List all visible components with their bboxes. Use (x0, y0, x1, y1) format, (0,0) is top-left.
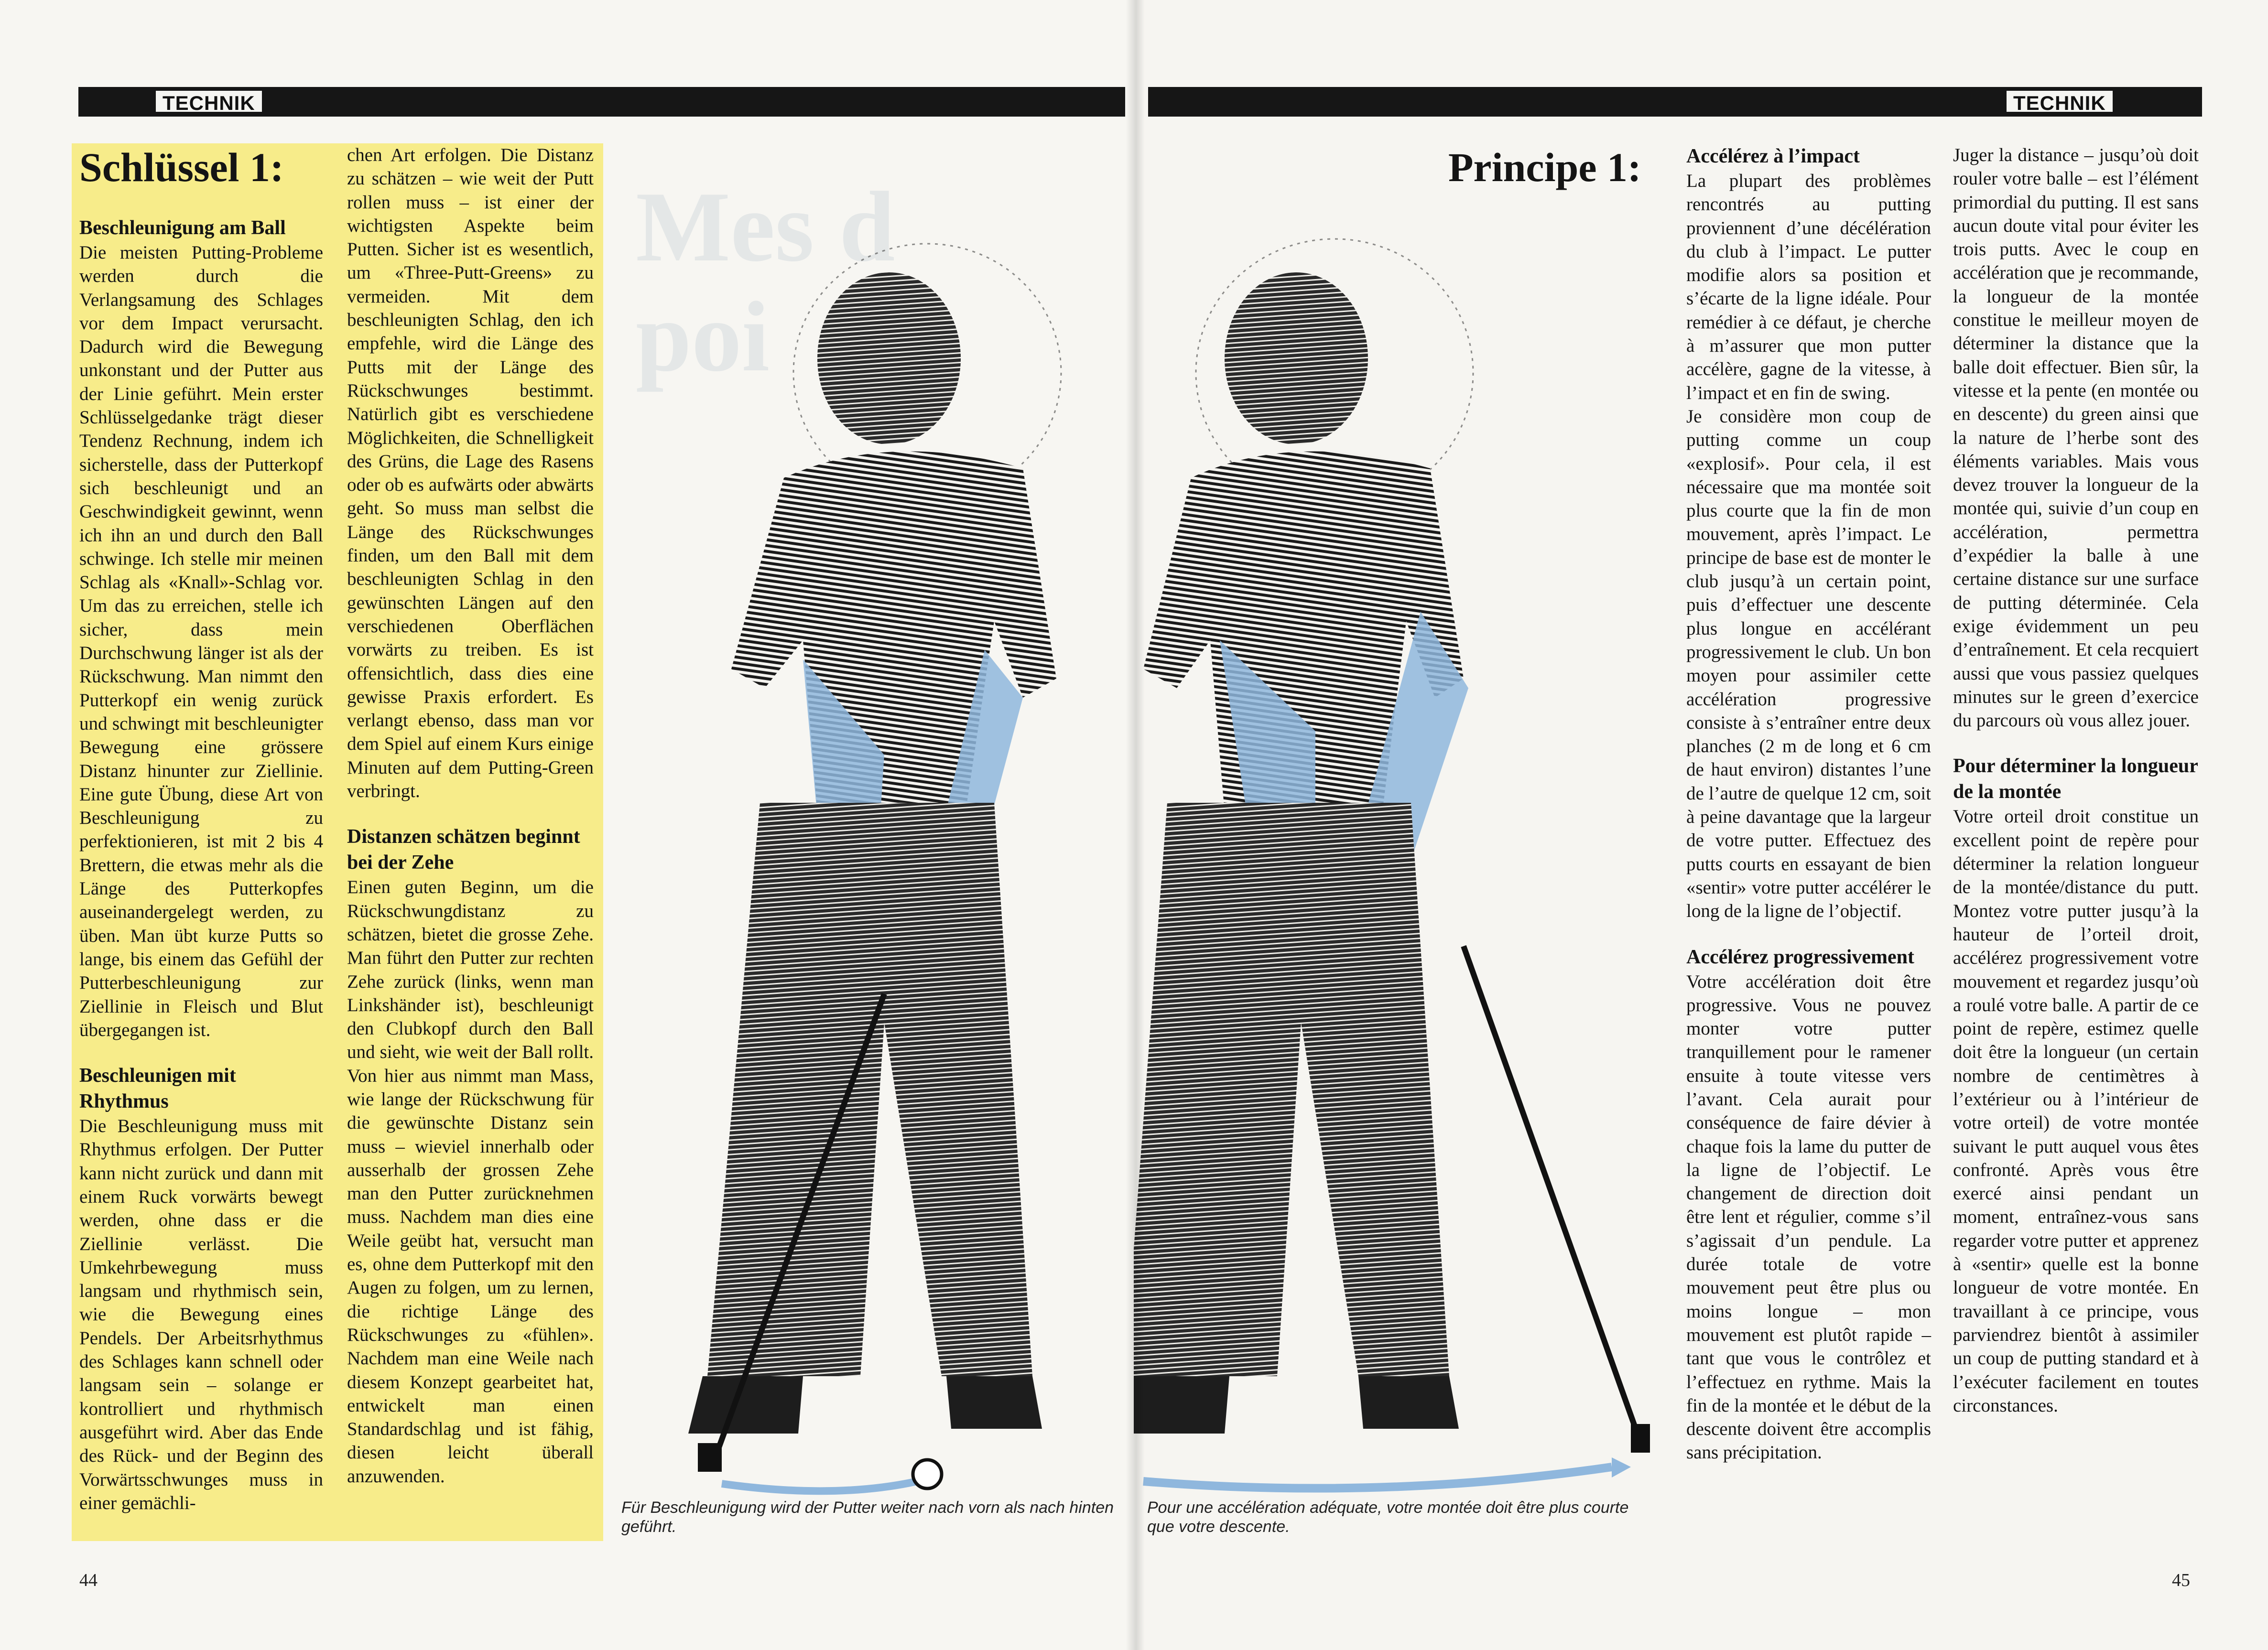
shoe-left (688, 1376, 803, 1434)
shoe-left (1134, 1376, 1229, 1434)
text-column-2 (1953, 143, 2199, 1417)
subheading: Distanzen schätzen beginnt bei der Zehe (347, 826, 580, 874)
subheading: Accélérez à l’impact (1686, 145, 1860, 167)
head-shape (817, 272, 961, 444)
text-column-1 (79, 143, 323, 1515)
paragraph: La plupart des problèmes rencontrés au putting proviennent d’une décélération du club à l’impact. Le putter modifie alors sa position et s’écarte de la ligne idéale. Pour remédier à ce défaut, je cherche à m’assurer que mon putter accélère, gagne de la vitesse, à l’impact et en fin de swing. (1686, 171, 1931, 403)
shoe-right (1358, 1376, 1459, 1429)
page-gutter (1126, 0, 1145, 1650)
trousers-shape (707, 803, 1032, 1376)
shoe-right (946, 1376, 1042, 1429)
paragraph: chen Art erfolgen. Die Distanz zu schätzen – wie weit der Putt rollen muss – ist einer der wichtigsten Aspekte beim Putten. Sicher ist es wesentlich, um «Three-Putt-Greens» zu vermeiden. Mit dem beschleunigten Schlag, den ich empfehle, wird die Länge des Putts mit der Länge des Rückschwunges bestimmt. Natürlich gibt es verschiedene Möglichkeiten, die Schnelligkeit des Grüns, die Lage des Rasens oder ob es aufwärts oder abwärts geht. So muss man selbst die Länge des Rückschwunges finden, um den Ball mit dem beschleunigten Schlag in den gewünschten Längen auf den verschiedenen Oberflächen vorwärts zu treiben. Es ist offensichtlich, dass dies eine gewisse Praxis erfordert. Es verlangt ebenso, dass man vor dem Spiel auf einem Kurs einige Minuten auf dem Putting-Green verbringt. (347, 145, 594, 802)
subheading: Beschleunigen mit Rhythmus (79, 1065, 236, 1113)
swing-arrow (722, 1479, 927, 1491)
head-shape (1225, 272, 1368, 444)
golfer-illustration-left (660, 182, 1128, 1510)
paragraph: Votre orteil droit constitue un excellent point de repère pour déterminer la relation longueur de la montée/distance du putt. Montez votre putter jusqu’à la hauteur de l’orteil droit, accélérez progressivement votre mouvement et regardez jusqu’où a roulé votre balle. A partir de ce point de repère, estimez quelle doit être la longueur (un certain nombre de centimètres à l’extérieur ou à l’intérieur de votre orteil) de votre montée suivant le putt auquel vous êtes confronté. Après vous être exercé ainsi pendant un moment, entraînez-vous sans regarder votre putter et apprenez à «sentir» quelle est la bonne longueur de votre montée. En travaillant à ce principe, vous parviendrez bientôt à assimiler un coup de putting standard et à l’exécuter facilement en toutes circonstances. (1953, 806, 2199, 1416)
subheading: Beschleunigung am Ball (79, 217, 286, 239)
section-tag: TECHNIK (2005, 89, 2115, 114)
image-caption: Pour une accélération adéquate, votre montée doit être plus courte que votre descente. (1147, 1499, 1629, 1536)
putter-head (1631, 1424, 1650, 1453)
putter-shaft (1464, 946, 1636, 1429)
paragraph: Votre accélération doit être progressive. Vous ne pouvez monter votre putter tranquillement pour le ramener ensuite à toute vitesse vers l’avant. Cela aurait pour conséquence de faire dévier à chaque fois la lame du putter de la ligne de l’objectif. Le changement de direction doit être lent et régulier, comme s’il s’agissait d’un pendule. La durée totale de votre mouvement peut être plus ou moins longue – mon mouvement est plutôt rapide – tant que vous le contrôlez et l’effectuez en rythme. Mais la fin de la montée et le début de la descente doivent être accomplis sans précipitation. (1686, 971, 1931, 1463)
text-column-2 (347, 143, 594, 1488)
subheading: Accélérez progressivement (1686, 946, 1914, 968)
image-caption: Für Beschleunigung wird der Putter weiter nach vorn als nach hinten geführt. (621, 1499, 1114, 1536)
text-column-1 (1686, 143, 1931, 1465)
swing-arrow (1143, 1467, 1612, 1488)
golfer-illustration-right (1134, 182, 1650, 1510)
page-number: 45 (2172, 1570, 2190, 1590)
page-number: 44 (79, 1570, 98, 1590)
show-through-text: Mes d poi (636, 172, 895, 392)
paragraph: Die meisten Putting-Probleme werden durch die Verlangsamung des Schlages vor dem Impact verursacht. Dadurch wird die Bewegung unkonstant und der Putter aus der Linie geführt. Mein erster Schlüsselgedanke trägt dieser Tendenz Rechnung, indem ich sicherstelle, dass der Putterkopf sich beschleunigt und an Geschwindigkeit gewinnt, wenn ich ihn an und durch den Ball schwinge. Ich stelle mir meinen Schlag als «Knall»-Schlag vor. Um das zu erreichen, stelle ich sicher, dass mein Durchschwung länger ist als der Rückschwung. Man nimmt den Putterkopf ein wenig zurück und schwingt mit beschleunigter Bewegung eine grössere Distanz hinunter zur Ziellinie. Eine gute Übung, diese Art von Beschleunigung zu perfektionieren, ist mit 2 bis 4 Brettern, die etwas mehr als die Länge des Putterkopfes auseinandergelegt werden, zu üben. Man übt kurze Putts so lange, bis einem das Gefühl der Putterbeschleunigung zur Ziellinie in Fleisch und Blut übergegangen ist. (79, 242, 323, 1040)
page-title: Principe 1: (1448, 144, 1641, 190)
page-title: Schlüssel 1: (79, 144, 284, 190)
paragraph: Juger la distance – jusqu’où doit rouler votre balle – est l’élément primordial du putting. Il est sans aucun doute vital pour éviter les trois putts. Avec le coup en accélération que je recommande, la longueur de la montée constitue le meilleur moyen de déterminer la distance que la balle doit effectuer. Bien sûr, la vitesse et la pente (en montée ou en descente) du green ainsi que la nature de l’herbe sont des éléments variables. Mais vous devez trouver la longueur de la montée qui, suivie d’un coup en accélération, permettra d’expédier la balle à une certaine distance sur une surface de putting déterminée. Cela exige évidemment un peu d’entraînement. Et cela recquiert aussi que vous passiez quelques minutes sur le green d’exercice du parcours où vous allez jouer. (1953, 145, 2199, 731)
trousers-shape (1134, 803, 1449, 1376)
paragraph: Die Beschleunigung muss mit Rhythmus erfolgen. Der Putter kann nicht zurück und dann mit einem Ruck vorwärts bewegt werden, ohne dass er die Ziellinie verlässt. Die Umkehrbewegung muss langsam und rhythmisch sein, wie die Bewegung eines Pendels. Der Arbeitsrhythmus des Schlages kann schnell oder langsam sein – solange er kontrolliert und rhythmisch ausgeführt wird. Aber das Ende des Rück- und der Beginn des Vorwärtsschwunges muss in einer gemächli- (79, 1116, 323, 1513)
paragraph: Je considère mon coup de putting comme un coup «explosif». Pour cela, il est nécessaire que ma montée soit plus courte que la fin de mon mouvement, après l’impact. Le principe de base est de monter le club jusqu’à un certain point, puis d’effectuer une descente plus longue en accélérant progressivement le club. Un bon moyen pour assimiler cette accélération progressive consiste à s’entraîner entre deux planches (2 m de long et 6 cm de haut environ) distantes l’une de l’autre de quelque 12 cm, soit à peine davantage que la largeur de votre putter. Effectuez des putts courts en essayant de bien «sentir» votre putter accélérer le long de la ligne de l’objectif. (1686, 406, 1931, 922)
putter-head (698, 1443, 722, 1472)
right-page (1134, 0, 2268, 1650)
paragraph: Einen guten Beginn, um die Rückschwungdistanz zu schätzen, bietet die grosse Zehe. Man führt den Putter zur rechten Zehe zurück (links, wenn man Linkshänder ist), beschleunigt den Clubkopf durch den Ball und sieht, wie weit der Ball rollt. Von hier aus nimmt man Mass, wie lange der Rückschwung für die gewünschte Distanz sein muss – wieviel innerhalb oder ausserhalb der grossen Zehe man den Putter zurücknehmen muss. Nachdem man dies eine Weile geübt hat, versucht man es, ohne dem Putterkopf mit den Augen zu folgen, um zu lernen, die richtige Länge des Rückschwunges zu «fühlen». Nachdem man eine Weile nach diesem Konzept gearbeitet hat, entwickelt man einen Standardschlag und ist fähig, diesen leicht überall anzuwenden. (347, 877, 594, 1487)
shirt-shape (731, 451, 1056, 812)
section-tag: TECHNIK (154, 89, 264, 114)
swing-arrowhead (1612, 1457, 1631, 1477)
subheading: Pour déterminer la longueur de la montée (1953, 755, 2198, 803)
golf-ball (913, 1460, 942, 1488)
